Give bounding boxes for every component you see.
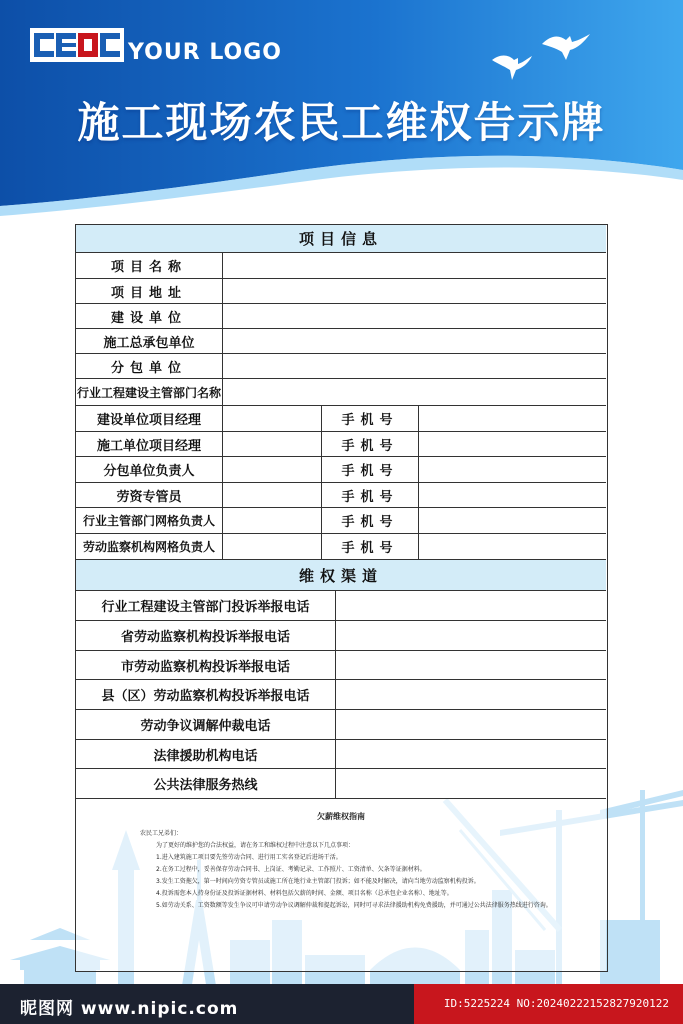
phone-label: 手机号 [322,483,419,507]
guide-item: 5.如劳动关系、工资数额等发生争议可申请劳动争议调解仲裁和提起诉讼，同时可寻求法律援助机构免费援助，并可通过公共法律服务热线进行咨询。 [156,902,552,909]
channel-label: 县（区）劳动监察机构投诉举报电话 [76,680,336,709]
table-row [76,432,606,457]
row-label: 建设单位项目经理 [76,406,223,431]
footer [0,984,683,1024]
table-row [76,304,606,329]
phone-value-cell[interactable] [419,457,606,482]
table-row [76,534,606,560]
table-row [76,740,606,769]
value-cell[interactable] [223,279,606,303]
watermark-text: 昵图网 www.nipic.com [20,999,239,1019]
phone-label: 手机号 [322,534,419,559]
guide-greeting: 农民工兄弟们： [140,830,183,837]
page-title: 施工现场农民工维权告示牌 [77,98,606,147]
value-cell[interactable] [223,354,606,378]
channel-label: 法律援助机构电话 [76,740,336,768]
phone-value-cell[interactable] [419,483,606,507]
table-row [76,769,606,799]
value-cell[interactable] [223,534,322,559]
table-row [76,406,606,432]
image-id-text: ID:5225224 NO:20240222152827920122 [443,997,669,1010]
channel-label: 市劳动监察机构投诉举报电话 [76,651,336,679]
channel-label: 劳动争议调解仲裁电话 [76,710,336,739]
row-label: 建设单位 [76,304,223,328]
channel-label: 省劳动监察机构投诉举报电话 [76,621,336,650]
table-row [76,508,606,534]
table-row [76,621,606,651]
guide-intro: 为了更好的维护您的合法权益，请在务工和维权过程中注意以下几点事项： [156,842,355,849]
value-cell[interactable] [223,483,322,507]
channel-phone-cell[interactable] [336,680,606,709]
table-row [76,279,606,304]
guide-title: 欠薪维权指南 [317,812,365,821]
value-cell[interactable] [223,329,606,353]
value-cell[interactable] [223,406,322,431]
info-board [75,224,608,972]
guide-item: 1.进入建筑施工项目要先签劳动合同、进行用工实名登记后进场干活。 [156,854,342,861]
phone-value-cell[interactable] [419,534,606,559]
table-row [76,710,606,740]
value-cell[interactable] [223,457,322,482]
table-row [76,253,606,279]
guide-item: 2.在务工过程中，妥善保存劳动合同书、上岗证、考勤记录、工作照片、工资清单、欠条等证据材料。 [156,866,426,873]
row-label: 劳动监察机构网格负责人 [76,534,223,559]
phone-label: 手机号 [322,432,419,456]
row-label: 施工单位项目经理 [76,432,223,456]
value-cell[interactable] [223,379,606,405]
guide-item: 4.投诉需您本人持身份证及投诉证据材料、材料包括欠薪的时间、金额、项目名称（总承包企业名称）、地址等。 [156,890,453,897]
channel-phone-cell[interactable] [336,710,606,739]
channel-phone-cell[interactable] [336,651,606,679]
table-row [76,680,606,710]
birds-icon [480,30,600,90]
row-label: 施工总承包单位 [76,329,223,353]
row-label: 分包单位负责人 [76,457,223,482]
phone-label: 手机号 [322,508,419,533]
channel-phone-cell[interactable] [336,740,606,768]
row-label: 项目名称 [76,253,223,278]
table-row [76,591,606,621]
channel-label: 公共法律服务热线 [76,769,336,798]
logo-mark [30,28,124,62]
row-label: 项目地址 [76,279,223,303]
channel-label: 行业工程建设主管部门投诉举报电话 [76,591,336,620]
project-info-header: 项目信息 [76,225,606,253]
guide-item: 3.发生工资拖欠，第一时间向劳资专管员或施工所在地行业主管部门投诉；如不能及时解决，请向当地劳动监察机构投诉。 [156,878,480,885]
phone-value-cell[interactable] [419,406,606,431]
phone-value-cell[interactable] [419,508,606,533]
table-row [76,379,606,406]
table-row [76,457,606,483]
channel-phone-cell[interactable] [336,769,606,798]
wage-rights-guide [76,799,606,971]
channel-phone-cell[interactable] [336,621,606,650]
row-label: 分包单位 [76,354,223,378]
value-cell[interactable] [223,304,606,328]
phone-label: 手机号 [322,457,419,482]
phone-label: 手机号 [322,406,419,431]
row-label: 劳资专管员 [76,483,223,507]
table-row [76,354,606,379]
value-cell[interactable] [223,432,322,456]
table-row [76,651,606,680]
value-cell[interactable] [223,253,606,278]
channel-phone-cell[interactable] [336,591,606,620]
table-row [76,483,606,508]
logo-text: YOUR LOGO [128,40,283,65]
phone-value-cell[interactable] [419,432,606,456]
rights-channels-header: 维权渠道 [76,560,606,591]
row-label: 行业主管部门网格负责人 [76,508,223,533]
row-label: 行业工程建设主管部门名称 [76,379,223,405]
value-cell[interactable] [223,508,322,533]
table-row [76,329,606,354]
